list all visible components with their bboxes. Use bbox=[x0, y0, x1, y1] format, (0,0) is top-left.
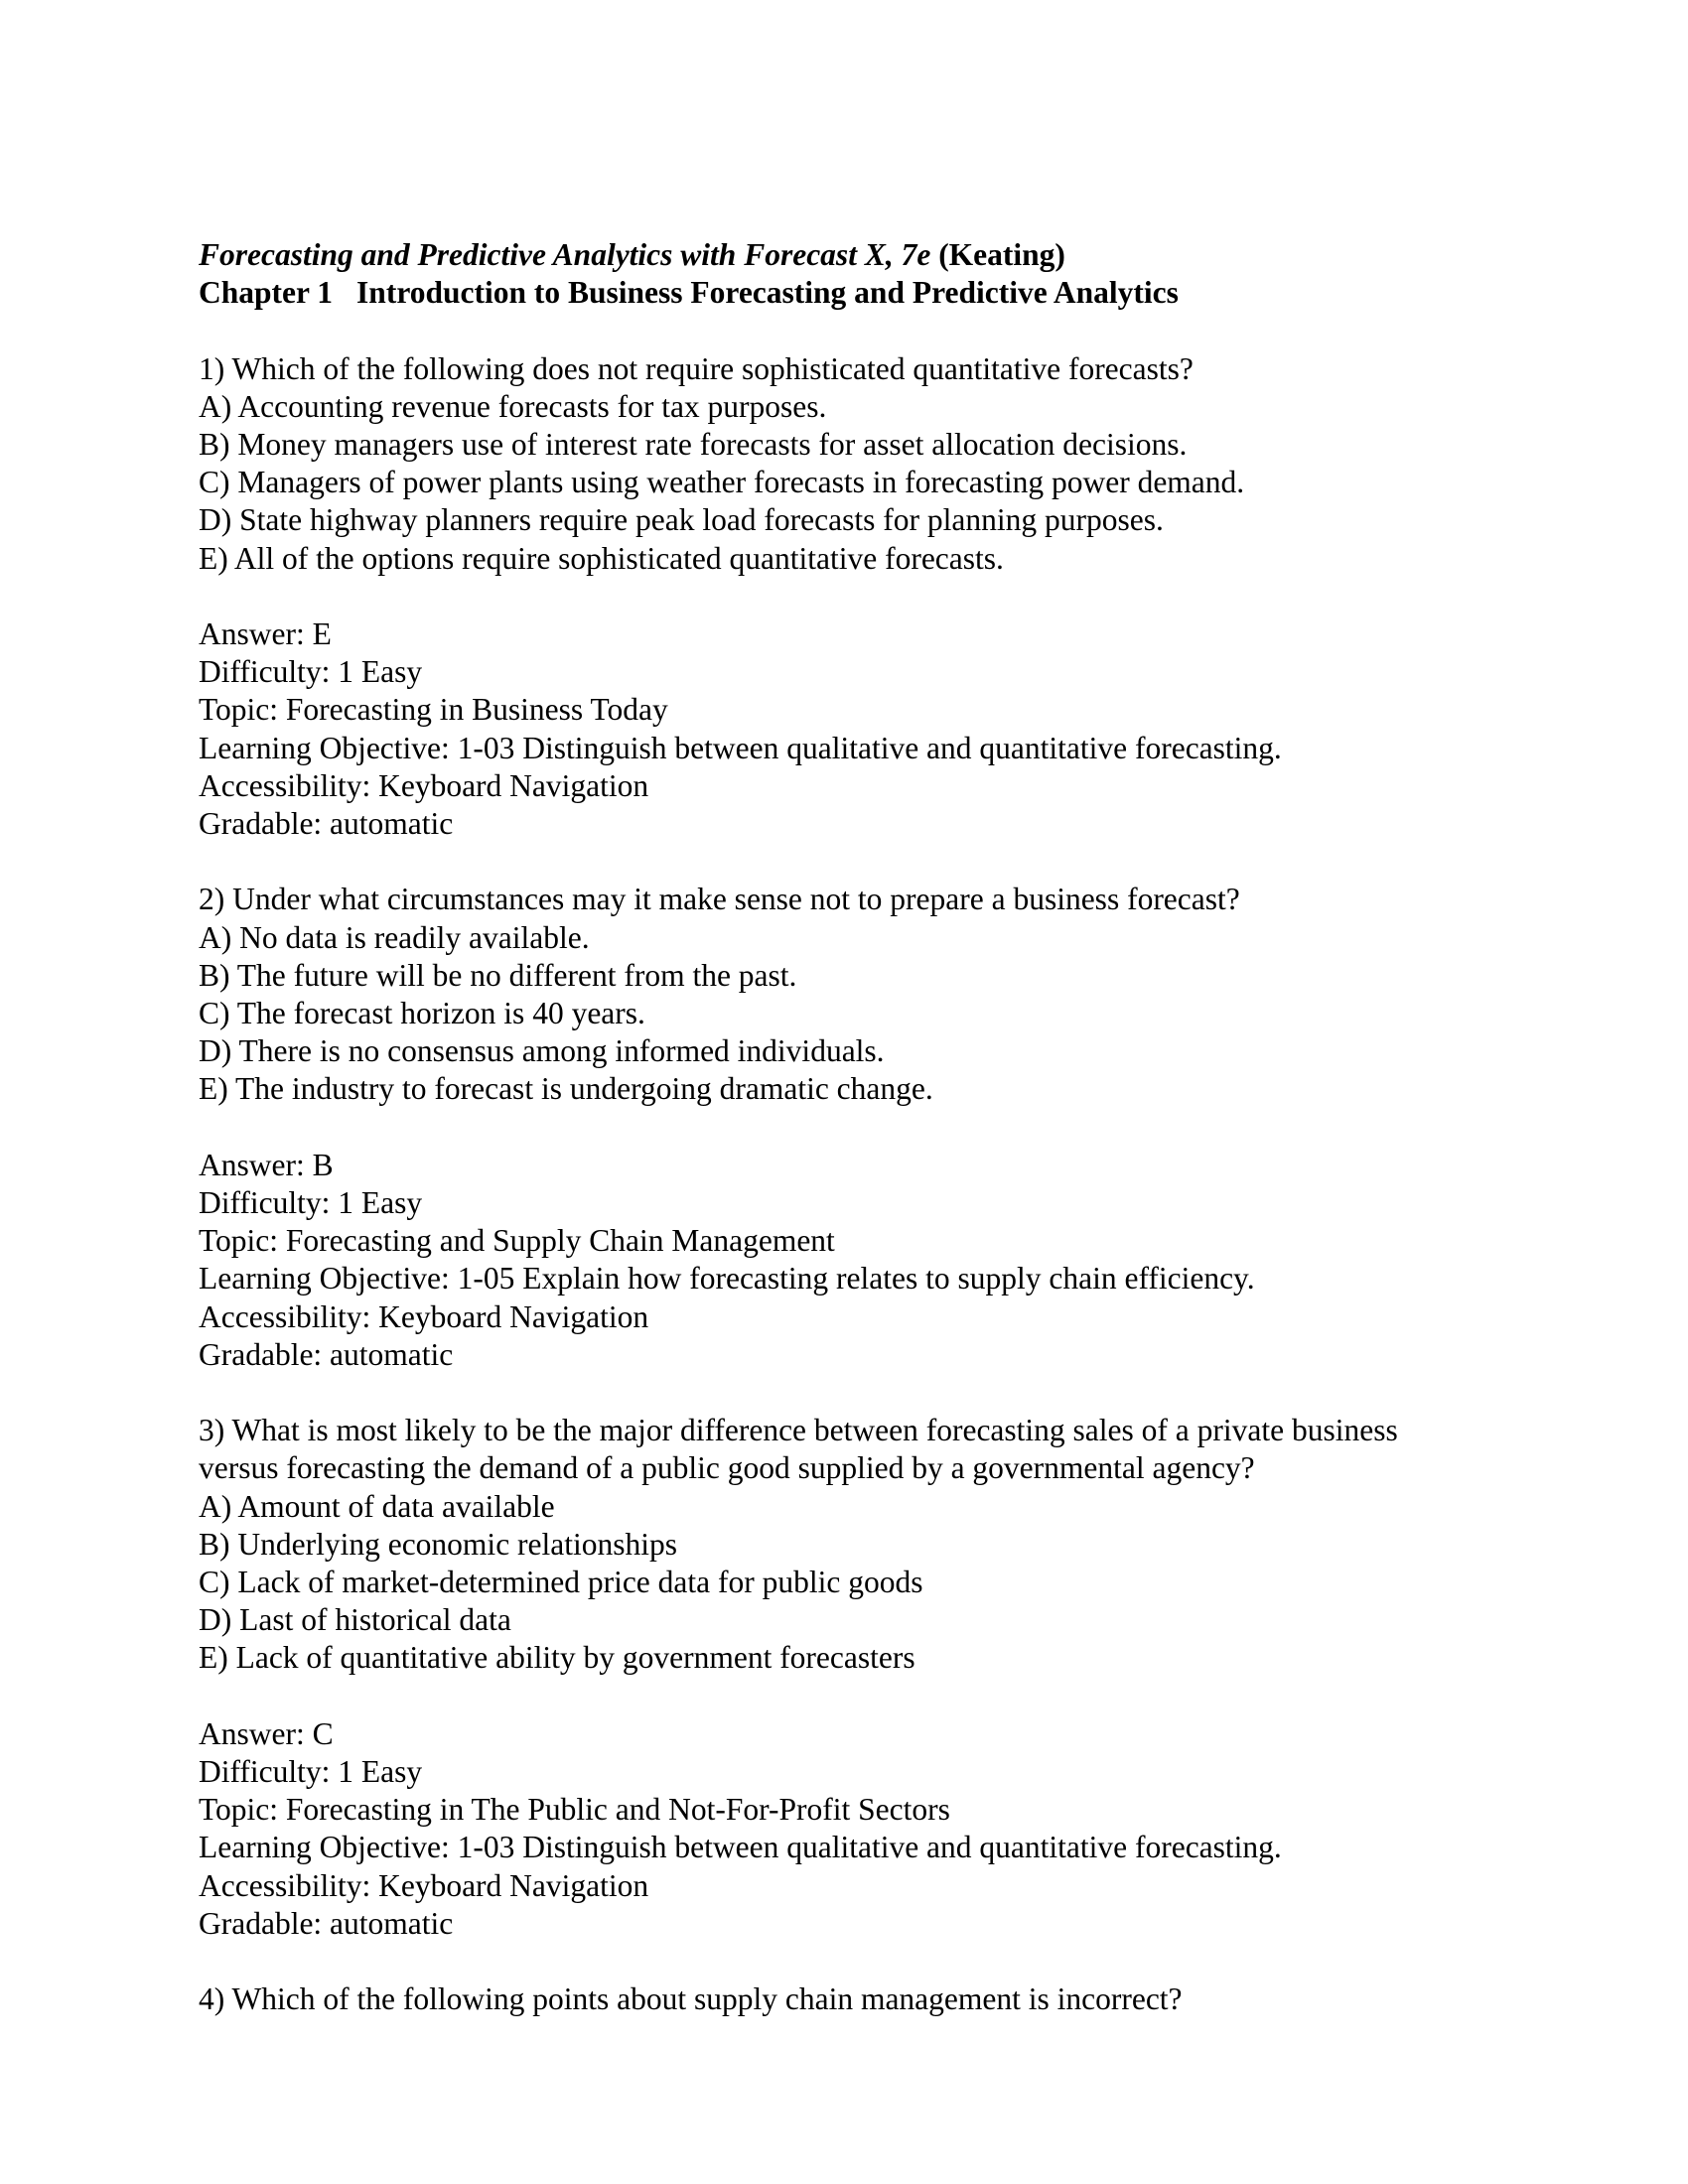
option-e: E) The industry to forecast is undergoing dramatic change. bbox=[199, 1071, 933, 1107]
accessibility: Accessibility: Keyboard Navigation bbox=[199, 767, 649, 803]
question-text-line-2: versus forecasting the demand of a public good supplied by a governmental agency? bbox=[199, 1450, 1255, 1486]
chapter-title: Introduction to Business Forecasting and Predictive Analytics bbox=[356, 275, 1179, 311]
answer: Answer: B bbox=[199, 1147, 334, 1182]
option-a: A) No data is readily available. bbox=[199, 919, 590, 955]
accessibility: Accessibility: Keyboard Navigation bbox=[199, 1298, 649, 1334]
option-c: C) The forecast horizon is 40 years. bbox=[199, 996, 645, 1031]
learning-objective: Learning Objective: 1-05 Explain how forecasting relates to supply chain efficiency. bbox=[199, 1261, 1255, 1297]
answer: Answer: C bbox=[199, 1715, 334, 1751]
book-title: Forecasting and Predictive Analytics with Forecast X, 7e bbox=[199, 237, 931, 272]
option-c: C) Managers of power plants using weather forecasts in forecasting power demand. bbox=[199, 465, 1245, 500]
question-text: 2) Under what circumstances may it make sense not to prepare a business forecast? bbox=[199, 882, 1240, 917]
option-c: C) Lack of market-determined price data for public goods bbox=[199, 1565, 923, 1600]
chapter-heading bbox=[199, 274, 1509, 312]
topic: Topic: Forecasting in Business Today bbox=[199, 692, 668, 728]
option-a: A) Amount of data available bbox=[199, 1488, 555, 1524]
topic: Topic: Forecasting and Supply Chain Management bbox=[199, 1223, 835, 1259]
chapter-label: Chapter 1 bbox=[199, 275, 334, 311]
difficulty: Difficulty: 1 Easy bbox=[199, 1754, 423, 1790]
learning-objective: Learning Objective: 1-03 Distinguish between qualitative and quantitative forecasting. bbox=[199, 730, 1282, 765]
option-e: E) Lack of quantitative ability by government forecasters bbox=[199, 1640, 915, 1676]
option-d: D) State highway planners require peak load forecasts for planning purposes. bbox=[199, 502, 1164, 538]
question-block-4 bbox=[199, 1980, 1509, 2018]
option-b: B) Underlying economic relationships bbox=[199, 1526, 678, 1562]
option-a: A) Accounting revenue forecasts for tax purposes. bbox=[199, 388, 827, 424]
option-d: D) There is no consensus among informed individuals. bbox=[199, 1033, 885, 1069]
question-text: 4) Which of the following points about supply chain management is incorrect? bbox=[199, 1981, 1183, 2017]
option-d: D) Last of historical data bbox=[199, 1602, 511, 1638]
book-title-line bbox=[199, 236, 1509, 274]
question-text-line-1: 3) What is most likely to be the major difference between forecasting sales of a private business bbox=[199, 1413, 1398, 1448]
option-b: B) Money managers use of interest rate forecasts for asset allocation decisions. bbox=[199, 427, 1188, 462]
question-block-1 bbox=[199, 350, 1509, 844]
gradable: Gradable: automatic bbox=[199, 1905, 454, 1941]
difficulty: Difficulty: 1 Easy bbox=[199, 654, 423, 690]
difficulty: Difficulty: 1 Easy bbox=[199, 1185, 423, 1221]
question-text: 1) Which of the following does not require sophisticated quantitative forecasts? bbox=[199, 350, 1194, 386]
option-b: B) The future will be no different from the past. bbox=[199, 957, 797, 993]
gradable: Gradable: automatic bbox=[199, 806, 454, 842]
option-e: E) All of the options require sophisticated quantitative forecasts. bbox=[199, 540, 1004, 576]
gradable: Gradable: automatic bbox=[199, 1336, 454, 1372]
topic: Topic: Forecasting in The Public and Not-For-Profit Sectors bbox=[199, 1792, 950, 1828]
question-block-3 bbox=[199, 1412, 1509, 1943]
answer: Answer: E bbox=[199, 616, 332, 651]
question-block-2 bbox=[199, 881, 1509, 1374]
document-page bbox=[199, 236, 1509, 2018]
accessibility: Accessibility: Keyboard Navigation bbox=[199, 1867, 649, 1903]
learning-objective: Learning Objective: 1-03 Distinguish between qualitative and quantitative forecasting. bbox=[199, 1830, 1282, 1865]
book-author: (Keating) bbox=[938, 237, 1065, 272]
